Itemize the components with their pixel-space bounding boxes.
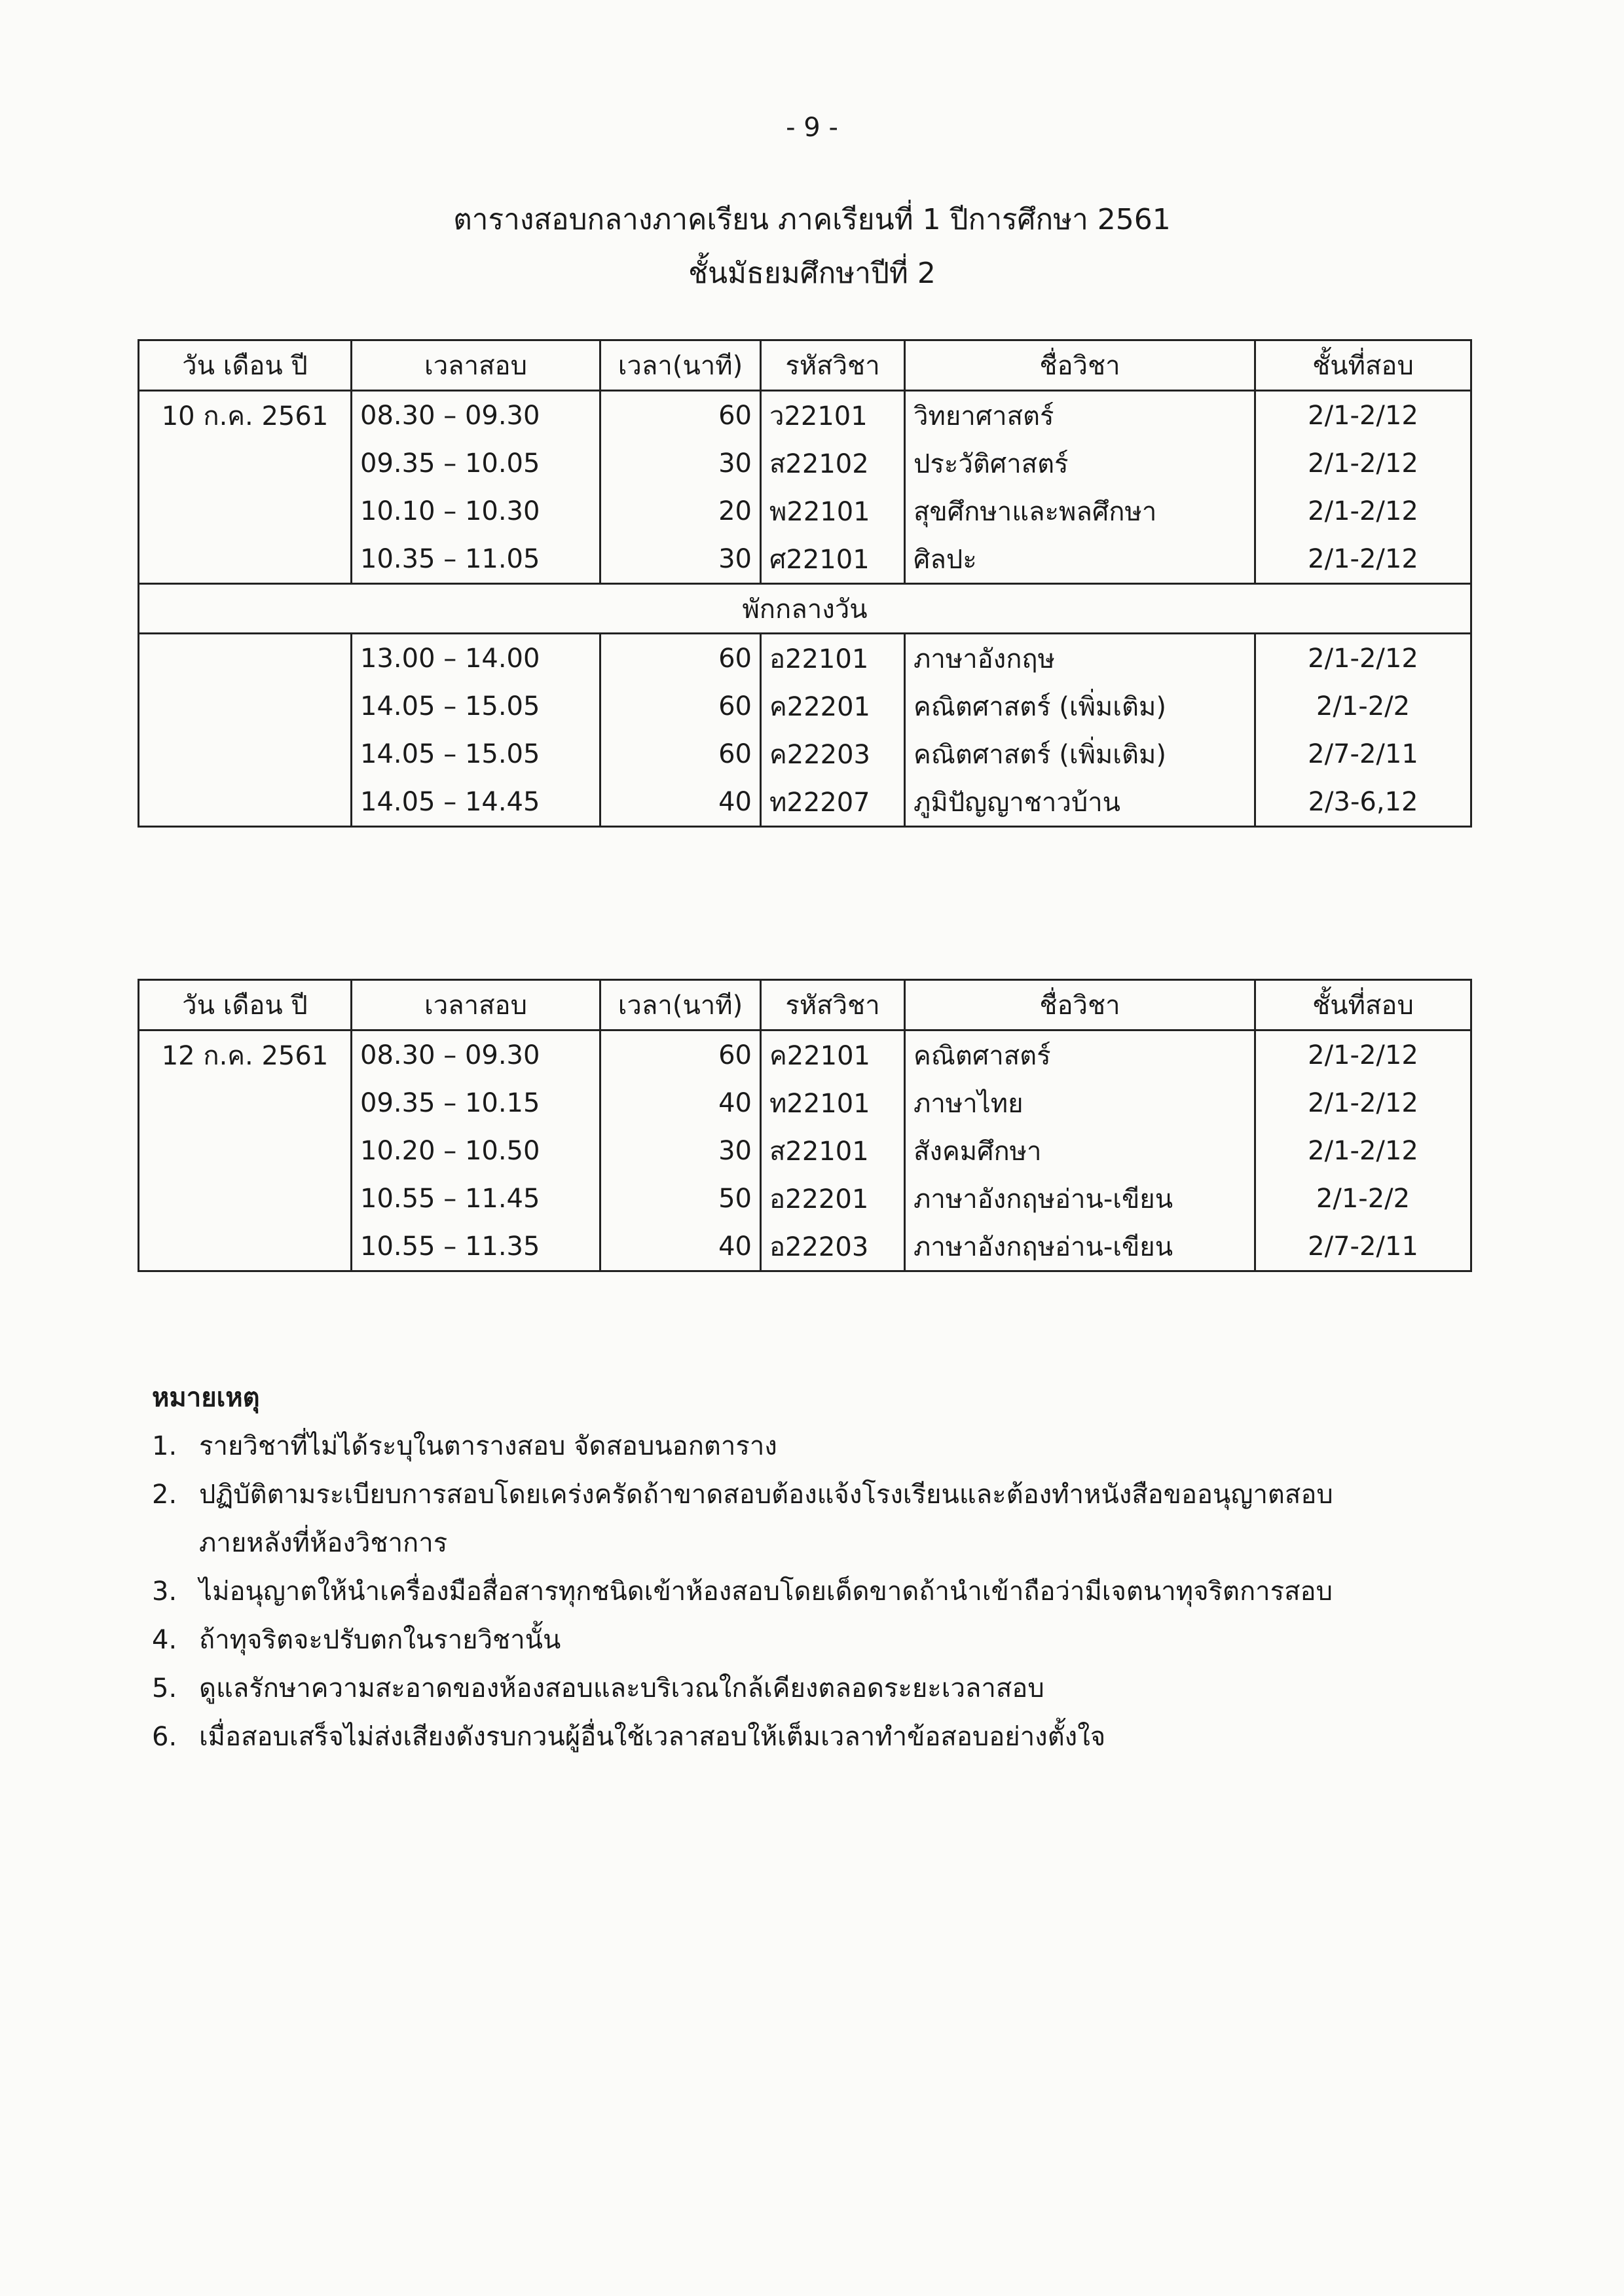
note-text: ดูแลรักษาความสะอาดของห้องสอบและบริเวณใกล้เคียงตลอดระยะเวลาสอบ [199,1673,1044,1704]
exam-minutes: 40 [600,778,761,827]
exam-class: 2/1-2/12 [1255,535,1471,584]
header-time: เวลาสอบ [352,980,600,1030]
subject-code: อ22201 [761,1175,905,1222]
exam-time: 08.30 – 09.30 [352,1030,600,1080]
subject-name: ภูมิปัญญาชาวบ้าน [905,778,1255,827]
header-time: เวลาสอบ [352,340,600,391]
exam-date: 10 ก.ค. 2561 [139,391,352,440]
subject-code: ว22101 [761,391,905,440]
subject-name: ภาษาไทย [905,1079,1255,1127]
exam-minutes: 60 [600,730,761,778]
table-header-row [139,980,1471,1030]
subject-name: ประวัติศาสตร์ [905,439,1255,487]
subject-name: สังคมศึกษา [905,1127,1255,1175]
exam-minutes: 50 [600,1175,761,1222]
note-text: ถ้าทุจริตจะปรับตกในรายวิชานั้น [199,1625,561,1655]
table-row [139,778,1471,827]
page-number: - 9 - [786,113,838,143]
subject-name: ภาษาอังกฤษอ่าน-เขียน [905,1175,1255,1222]
note-item [152,1664,1475,1713]
note-number: 4. [152,1625,177,1655]
table-row [139,730,1471,778]
note-number: 2. [152,1480,177,1510]
subject-code: ส22102 [761,439,905,487]
exam-minutes: 30 [600,535,761,584]
exam-minutes: 60 [600,682,761,730]
exam-class: 2/1-2/12 [1255,634,1471,683]
table-row [139,1127,1471,1175]
subject-name: ภาษาอังกฤษอ่าน-เขียน [905,1222,1255,1271]
table-row [139,391,1471,440]
exam-minutes: 30 [600,1127,761,1175]
note-item [152,1422,1475,1470]
table-row [139,535,1471,584]
header-subject: ชื่อวิชา [905,980,1255,1030]
page-subtitle: ชั้นมัธยมศึกษาปีที่ 2 [688,257,936,290]
subject-name: วิทยาศาสตร์ [905,391,1255,440]
exam-time: 10.35 – 11.05 [352,535,600,584]
table-row [139,682,1471,730]
subject-code: อ22203 [761,1222,905,1271]
exam-class: 2/7-2/11 [1255,1222,1471,1271]
table-row [139,1222,1471,1271]
exam-class: 2/1-2/2 [1255,1175,1471,1222]
exam-time: 13.00 – 14.00 [352,634,600,683]
table-row [139,487,1471,535]
notes-title: หมายเหตุ [152,1383,260,1413]
exam-table-2 [138,979,1472,1272]
exam-time: 08.30 – 09.30 [352,391,600,440]
exam-minutes: 60 [600,1030,761,1080]
subject-name: คณิตศาสตร์ (เพิ่มเติม) [905,682,1255,730]
header-class: ชั้นที่สอบ [1255,980,1471,1030]
note-item [152,1567,1475,1616]
exam-time: 14.05 – 14.45 [352,778,600,827]
note-text-continued: ภายหลังที่ห้องวิชาการ [199,1528,448,1558]
header-subject: ชื่อวิชา [905,340,1255,391]
note-text: ปฏิบัติตามระเบียบการสอบโดยเคร่งครัดถ้าขาดสอบต้องแจ้งโรงเรียนและต้องทำหนังสือขออนุญาตสอบ [199,1480,1333,1510]
note-text: เมื่อสอบเสร็จไม่ส่งเสียงดังรบกวนผู้อื่นใช้เวลาสอบให้เต็มเวลาทำข้อสอบอย่างตั้งใจ [199,1722,1106,1752]
header-code: รหัสวิชา [761,340,905,391]
header-date: วัน เดือน ปี [139,980,352,1030]
table-row [139,634,1471,683]
exam-minutes: 30 [600,439,761,487]
subject-name: ศิลปะ [905,535,1255,584]
exam-minutes: 40 [600,1222,761,1271]
exam-time: 09.35 – 10.15 [352,1079,600,1127]
notes-section [152,1374,1475,1761]
subject-code: ค22203 [761,730,905,778]
subject-code: พ22101 [761,487,905,535]
exam-minutes: 40 [600,1079,761,1127]
page-title: ตารางสอบกลางภาคเรียน ภาคเรียนที่ 1 ปีการศึกษา 2561 [453,203,1171,236]
header-code: รหัสวิชา [761,980,905,1030]
exam-class: 2/1-2/12 [1255,487,1471,535]
subject-code: ส22101 [761,1127,905,1175]
exam-class: 2/7-2/11 [1255,730,1471,778]
exam-time: 10.10 – 10.30 [352,487,600,535]
lunch-break-label: พักกลางวัน [139,584,1471,634]
exam-class: 2/1-2/12 [1255,439,1471,487]
exam-minutes: 60 [600,634,761,683]
note-text: ไม่อนุญาตให้นำเครื่องมือสื่อสารทุกชนิดเข้าห้องสอบโดยเด็ดขาดถ้านำเข้าถือว่ามีเจตนาทุจริตการสอบ [199,1576,1333,1607]
exam-minutes: 20 [600,487,761,535]
table-row [139,439,1471,487]
note-number: 1. [152,1431,177,1461]
subject-name: คณิตศาสตร์ [905,1030,1255,1080]
note-number: 5. [152,1673,177,1704]
note-item [152,1470,1475,1519]
header-minutes: เวลา(นาที) [600,340,761,391]
lunch-break-row [139,584,1471,634]
header-date: วัน เดือน ปี [139,340,352,391]
subject-code: อ22101 [761,634,905,683]
exam-time: 14.05 – 15.05 [352,730,600,778]
header-minutes: เวลา(นาที) [600,980,761,1030]
table-row [139,1030,1471,1080]
subject-code: ศ22101 [761,535,905,584]
exam-table-1 [138,339,1472,828]
exam-class: 2/1-2/2 [1255,682,1471,730]
table-row [139,1175,1471,1222]
exam-time: 09.35 – 10.05 [352,439,600,487]
exam-class: 2/1-2/12 [1255,1030,1471,1080]
exam-class: 2/1-2/12 [1255,1079,1471,1127]
table-header-row [139,340,1471,391]
subject-code: ท22207 [761,778,905,827]
note-number: 3. [152,1576,177,1607]
subject-name: สุขศึกษาและพลศึกษา [905,487,1255,535]
exam-time: 10.55 – 11.45 [352,1175,600,1222]
subject-code: ท22101 [761,1079,905,1127]
note-number: 6. [152,1722,177,1752]
exam-time: 14.05 – 15.05 [352,682,600,730]
exam-class: 2/3-6,12 [1255,778,1471,827]
exam-minutes: 60 [600,391,761,440]
exam-time: 10.20 – 10.50 [352,1127,600,1175]
table-row [139,1079,1471,1127]
note-item [152,1713,1475,1761]
subject-name: ภาษาอังกฤษ [905,634,1255,683]
note-text: รายวิชาที่ไม่ได้ระบุในตารางสอบ จัดสอบนอกตาราง [199,1431,777,1461]
header-class: ชั้นที่สอบ [1255,340,1471,391]
note-item [152,1616,1475,1664]
exam-class: 2/1-2/12 [1255,391,1471,440]
exam-date: 12 ก.ค. 2561 [139,1030,352,1080]
subject-code: ค22101 [761,1030,905,1080]
subject-code: ค22201 [761,682,905,730]
subject-name: คณิตศาสตร์ (เพิ่มเติม) [905,730,1255,778]
exam-time: 10.55 – 11.35 [352,1222,600,1271]
exam-class: 2/1-2/12 [1255,1127,1471,1175]
